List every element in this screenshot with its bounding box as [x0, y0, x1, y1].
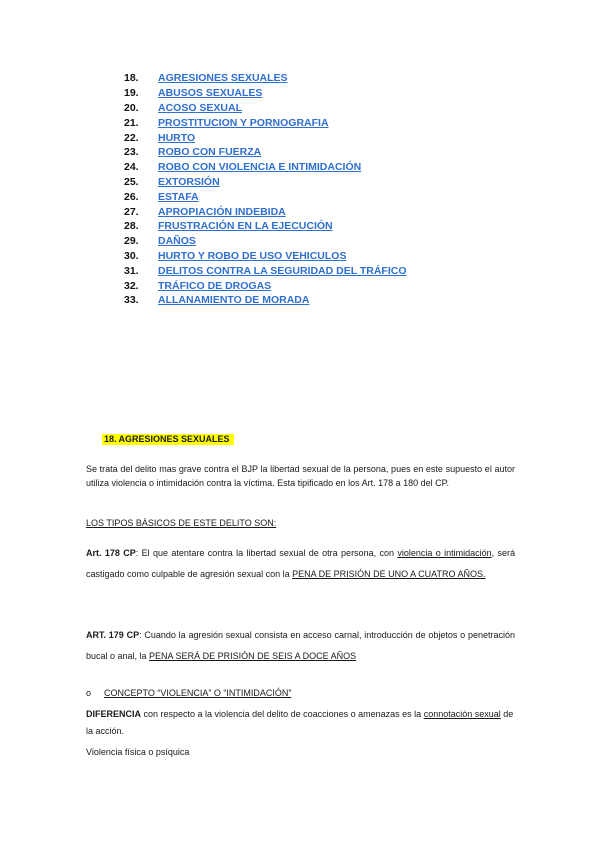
diferencia-label: DIFERENCIA	[86, 709, 142, 719]
toc-number: 32.	[124, 279, 139, 292]
toc-link[interactable]: ROBO CON VIOLENCIA E INTIMIDACIÓN	[158, 161, 362, 174]
toc-item	[124, 263, 407, 278]
toc-item	[124, 175, 407, 190]
toc-link[interactable]: AGRESIONES SEXUALES	[158, 72, 288, 85]
art-178-underlined: violencia o intimidación	[397, 548, 492, 558]
toc-link[interactable]: EXTORSIÓN	[158, 175, 220, 188]
toc-item	[124, 145, 407, 160]
art-179-text: : Cuando la agresión sexual consista en acceso carnal, introducción de objetos o penetración bucal o anal, la	[86, 630, 515, 661]
toc-item	[124, 71, 407, 86]
toc-item	[124, 189, 407, 204]
toc-item	[124, 278, 407, 293]
toc-link[interactable]: HURTO Y ROBO DE USO VEHICULOS	[158, 249, 347, 262]
intro-paragraph: Se trata del delito mas grave contra el BJP la libertad sexual de la persona, pues en este supuesto el autor utiliza violencia o intimidación contra la víctima. Esta tipificado en los Art. 178 a 180 del CP.	[86, 464, 515, 488]
toc-item	[124, 160, 407, 175]
toc-number: 20.	[124, 101, 139, 114]
toc-link[interactable]: ALLANAMIENTO DE MORADA	[158, 294, 310, 307]
toc-item	[124, 115, 407, 130]
concepto-bullet	[86, 686, 515, 700]
toc-number: 18.	[124, 72, 139, 85]
toc-number: 28.	[124, 220, 139, 233]
section-title: AGRESIONES SEXUALES	[118, 434, 230, 444]
diferencia-text-2: de la acción.	[86, 709, 514, 736]
art-179-label: ART. 179 CP	[86, 630, 140, 640]
section-number: 18.	[104, 434, 117, 444]
toc-item	[124, 101, 407, 116]
toc-item	[124, 293, 407, 308]
toc-link[interactable]: TRÁFICO DE DROGAS	[158, 279, 272, 292]
toc-item	[124, 86, 407, 101]
toc-link[interactable]: DAÑOS	[158, 235, 196, 248]
art-178-text: : El que atentare contra la libertad sexual de otra persona, con	[135, 548, 398, 558]
toc-number: 23.	[124, 146, 139, 159]
toc-number: 25.	[124, 175, 139, 188]
toc-number: 33.	[124, 294, 139, 307]
toc-item	[124, 249, 407, 264]
art-178-paragraph	[86, 543, 515, 585]
toc-link[interactable]: HURTO	[158, 131, 196, 144]
toc-link[interactable]: PROSTITUCION Y PORNOGRAFIA	[158, 116, 329, 129]
toc-link[interactable]: ABUSOS SEXUALES	[158, 87, 263, 100]
toc-item	[124, 130, 407, 145]
section-heading	[102, 434, 234, 445]
art-178-penalty: PENA DE PRISIÓN DE UNO A CUATRO AÑOS.	[292, 569, 486, 579]
toc-link[interactable]: DELITOS CONTRA LA SEGURIDAD DEL TRÁFICO	[158, 264, 407, 277]
toc-number: 19.	[124, 87, 139, 100]
toc-link[interactable]: FRUSTRACIÓN EN LA EJECUCIÓN	[158, 220, 333, 233]
toc-link[interactable]: ACOSO SEXUAL	[158, 101, 243, 114]
art-178-text-2: , será castigado como culpable de agresión sexual con la	[86, 548, 516, 579]
diferencia-paragraph	[86, 706, 515, 740]
toc-link[interactable]: APROPIACIÓN INDEBIDA	[158, 205, 286, 218]
toc-number: 24.	[124, 161, 139, 174]
toc-item	[124, 219, 407, 234]
art-179-penalty: PENA SERÁ DE PRISIÓN DE SEIS A DOCE AÑOS	[149, 651, 357, 661]
toc-number: 29.	[124, 235, 139, 248]
table-of-contents	[124, 71, 407, 308]
tipos-heading: LOS TIPOS BÁSICOS DE ESTE DELITO SON:	[86, 518, 277, 528]
toc-number: 31.	[124, 264, 139, 277]
toc-link[interactable]: ROBO CON FUERZA	[158, 146, 262, 159]
toc-item	[124, 234, 407, 249]
toc-number: 21.	[124, 116, 139, 129]
toc-number: 27.	[124, 205, 139, 218]
toc-number: 26.	[124, 190, 139, 203]
bullet-marker: o	[86, 688, 92, 698]
diferencia-underlined: connotación sexual	[423, 709, 501, 719]
violencia-line: Violencia física o psíquica	[86, 747, 190, 757]
art-178-label: Art. 178 CP	[86, 548, 136, 558]
toc-number: 30.	[124, 249, 139, 262]
art-179-paragraph	[86, 625, 515, 667]
toc-item	[124, 204, 407, 219]
toc-link[interactable]: ESTAFA	[158, 190, 199, 203]
toc-number: 22.	[124, 131, 139, 144]
concepto-heading: CONCEPTO “VIOLENCIA” O “INTIMIDACIÓN”	[104, 688, 292, 698]
diferencia-text: con respecto a la violencia del delito de coacciones o amenazas es la	[141, 709, 424, 719]
